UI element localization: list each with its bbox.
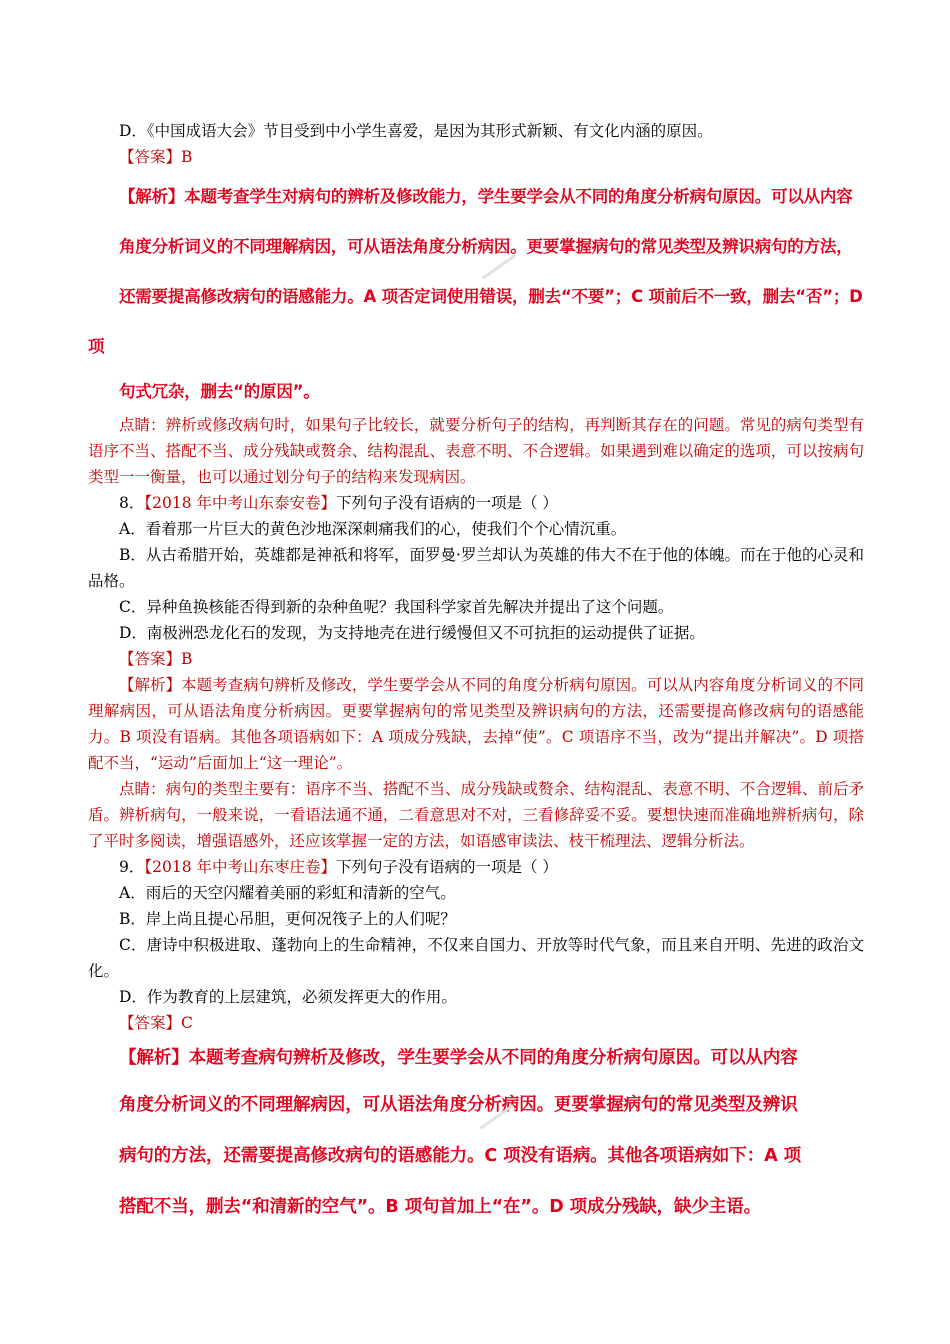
q9-analysis-line: 【解析】本题考查病句辨析及修改，学生要学会从不同的角度分析病句原因。可以从内容 xyxy=(119,1048,798,1068)
q8-option-c: C．异种鱼换核能否得到新的杂种鱼呢？我国科学家首先解决并提出了这个问题。 xyxy=(119,598,674,616)
q9-analysis-line: 搭配不当，删去“和清新的空气”。B 项句首加上“在”。D 项成分残缺，缺少主语。 xyxy=(119,1197,762,1217)
q7-option-d: D．《中国成语大会》节目受到中小学生喜爱，是因为其形式新颖、有文化内涵的原因。 xyxy=(119,122,713,140)
q8-stem: 下列句子没有语病的一项是（ ） xyxy=(336,494,558,512)
q9-analysis-line: 病句的方法，还需要提高修改病句的语感能力。C 项没有语病。其他各项语病如下：A 项 xyxy=(119,1146,801,1166)
q7-analysis-line: 句式冗杂，删去“的原因”。 xyxy=(119,382,320,401)
document-page xyxy=(88,118,864,1233)
q8-option-a: A．看着那一片巨大的黄色沙地深深刺痛我们的心，使我们个个心情沉重。 xyxy=(119,520,627,538)
q9-option-a: A．雨后的天空闪耀着美丽的彩虹和清新的空气。 xyxy=(119,884,456,902)
q9-stem-line xyxy=(88,854,864,880)
q7-answer: 【答案】B xyxy=(119,148,193,166)
q7-analysis-line: 【解析】本题考查学生对病句的辨析及修改能力，学生要学会从不同的角度分析病句原因。可以从内容 xyxy=(119,187,853,206)
q9-number: 9． xyxy=(119,858,145,876)
q9-stem: 下列句子没有语病的一项是（ ） xyxy=(336,858,558,876)
q8-stem-line xyxy=(88,490,864,516)
q7-tip: 点睛：辨析或修改病句时，如果句子比较长，就要分析句子的结构，再判断其存在的问题。常见的病句类型有语序不当、搭配不当、成分残缺或赘余、结构混乱、表意不明、不合逻辑。如果遇到难以确定的选项，可以按病句类型一一衡量，也可以通过划分句子的结构来发现病因。 xyxy=(88,416,864,486)
q8-number: 8． xyxy=(119,494,145,512)
q7-analysis xyxy=(88,172,864,412)
q8-answer: 【答案】B xyxy=(119,650,193,668)
q8-option-b: B．从古希腊开始，英雄都是神祇和将军，面罗曼·罗兰却认为英雄的伟大不在于他的体魄。而在于他的心灵和品格。 xyxy=(88,546,864,590)
q8-option-d: D．南极洲恐龙化石的发现，为支持地壳在进行缓慢但又不可抗拒的运动提供了证据。 xyxy=(119,624,705,642)
q8-source: 【2018 年中考山东泰安卷】 xyxy=(144,494,336,512)
q7-analysis-line: 角度分析词义的不同理解病因，可从语法角度分析病因。更要掌握病句的常见类型及辨识病句的方法， xyxy=(119,237,853,256)
q9-option-b: B．岸上尚且提心吊胆，更何况筏子上的人们呢？ xyxy=(119,910,456,928)
q9-option-d: D．作为教育的上层建筑，必须发挥更大的作用。 xyxy=(119,988,457,1006)
q8-analysis: 【解析】本题考查病句辨析及修改，学生要学会从不同的角度分析病句原因。可以从内容角度分析词义的不同理解病因，可从语法角度分析病因。更要掌握病句的常见类型及辨识病句的方法，还需要提高修改病句的语感能力。B 项没有语病。其他各项语病如下：A 项成分残缺，去掉“使”。C 项语序不当，改为“提出并解决”。D 项搭配不当，“运动”后面加上“这一理论”。 xyxy=(88,676,864,772)
q9-option-c: C．唐诗中积极进取、蓬勃向上的生命精神，不仅来自国力、开放等时代气象，而且来自开明、先进的政治文化。 xyxy=(88,936,864,980)
q7-analysis-line: 还需要提高修改病句的语感能力。A 项否定词使用错误，删去“不要”；C 项前后不一致，删去“否”；D 项 xyxy=(88,287,863,356)
q9-analysis-line: 角度分析词义的不同理解病因，可从语法角度分析病因。更要掌握病句的常见类型及辨识 xyxy=(119,1095,798,1115)
q9-source: 【2018 年中考山东枣庄卷】 xyxy=(144,858,336,876)
q8-tip: 点睛：病句的类型主要有：语序不当、搭配不当、成分残缺或赘余、结构混乱、表意不明、不合逻辑、前后矛盾。辨析病句，一般来说，一看语法通不通，二看意思对不对，三看修辞妥不妥。要想快速而准确地辨析病句，除了平时多阅读，增强语感外，还应该掌握一定的方法，如语感审读法、枝干梳理法、逻辑分析法。 xyxy=(88,780,864,850)
q9-analysis xyxy=(88,1036,864,1233)
q9-answer: 【答案】C xyxy=(119,1014,193,1032)
